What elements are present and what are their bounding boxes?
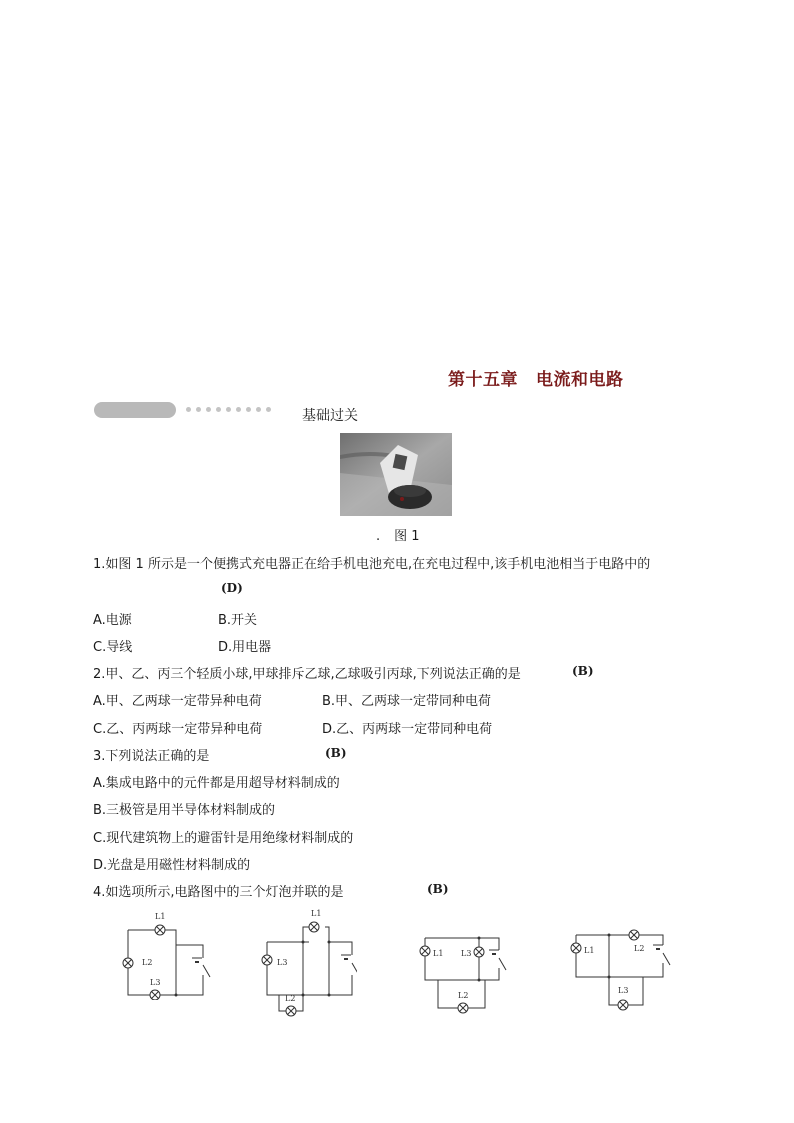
figure-caption	[376, 525, 420, 544]
q4-answer: (B)	[427, 882, 449, 896]
q3-answer: (B)	[325, 746, 347, 760]
label-l3: L3	[461, 949, 472, 958]
chapter-number: 第十五章	[448, 370, 518, 390]
q3-stem: 3.下列说法正确的是	[93, 749, 210, 764]
label-l3: L3	[150, 978, 161, 987]
charger-photo	[340, 433, 452, 516]
q1-option-d: D.用电器	[218, 640, 272, 655]
q2-option-c: C.乙、丙两球一定带异种电荷	[93, 722, 263, 737]
label-l1: L1	[155, 912, 166, 921]
q1-stem: 1.如图 1 所示是一个便携式充电器正在给手机电池充电,在充电过程中,该手机电池相当于电路中的	[93, 557, 651, 572]
q2-stem: 2.甲、乙、丙三个轻质小球,甲球排斥乙球,乙球吸引丙球,下列说法正确的是	[93, 667, 521, 682]
label-l2: L2	[142, 958, 153, 967]
label-l2: L2	[458, 991, 469, 1000]
q3-option-d: D.光盘是用磁性材料制成的	[93, 858, 251, 873]
chapter-title	[448, 365, 624, 390]
q2-option-a: A.甲、乙两球一定带异种电荷	[93, 694, 262, 709]
circuit-d	[565, 925, 675, 1015]
caption-dot: .	[376, 529, 381, 544]
q3-option-c: C.现代建筑物上的避雷针是用绝缘材料制成的	[93, 831, 354, 846]
label-l2: L2	[634, 944, 645, 953]
label-l1: L1	[433, 949, 444, 958]
circuit-c	[413, 928, 513, 1018]
q1-option-b: B.开关	[218, 613, 258, 628]
q1-answer: (D)	[221, 581, 243, 595]
label-l1: L1	[311, 909, 322, 918]
q2-option-b: B.甲、乙两球一定带同种电荷	[322, 694, 492, 709]
section-bar	[94, 402, 176, 418]
q3-option-b: B.三极管是用半导体材料制成的	[93, 803, 276, 818]
q4-stem: 4.如选项所示,电路图中的三个灯泡并联的是	[93, 885, 344, 900]
q2-answer: (B)	[572, 664, 594, 678]
label-l1: L1	[584, 946, 595, 955]
caption-text: 图 1	[394, 529, 420, 544]
section-dots	[186, 407, 271, 413]
circuit-a	[118, 905, 218, 1000]
label-l3: L3	[618, 986, 629, 995]
section-label: 基础过关	[302, 408, 358, 424]
q2-option-d: D.乙、丙两球一定带同种电荷	[322, 722, 493, 737]
q3-option-a: A.集成电路中的元件都是用超导材料制成的	[93, 776, 340, 791]
circuit-b	[257, 905, 357, 1020]
label-l2: L2	[285, 994, 296, 1003]
q1-option-a: A.电源	[93, 613, 132, 628]
chapter-name: 电流和电路	[536, 370, 624, 390]
q1-option-c: C.导线	[93, 640, 133, 655]
label-l3: L3	[277, 958, 288, 967]
